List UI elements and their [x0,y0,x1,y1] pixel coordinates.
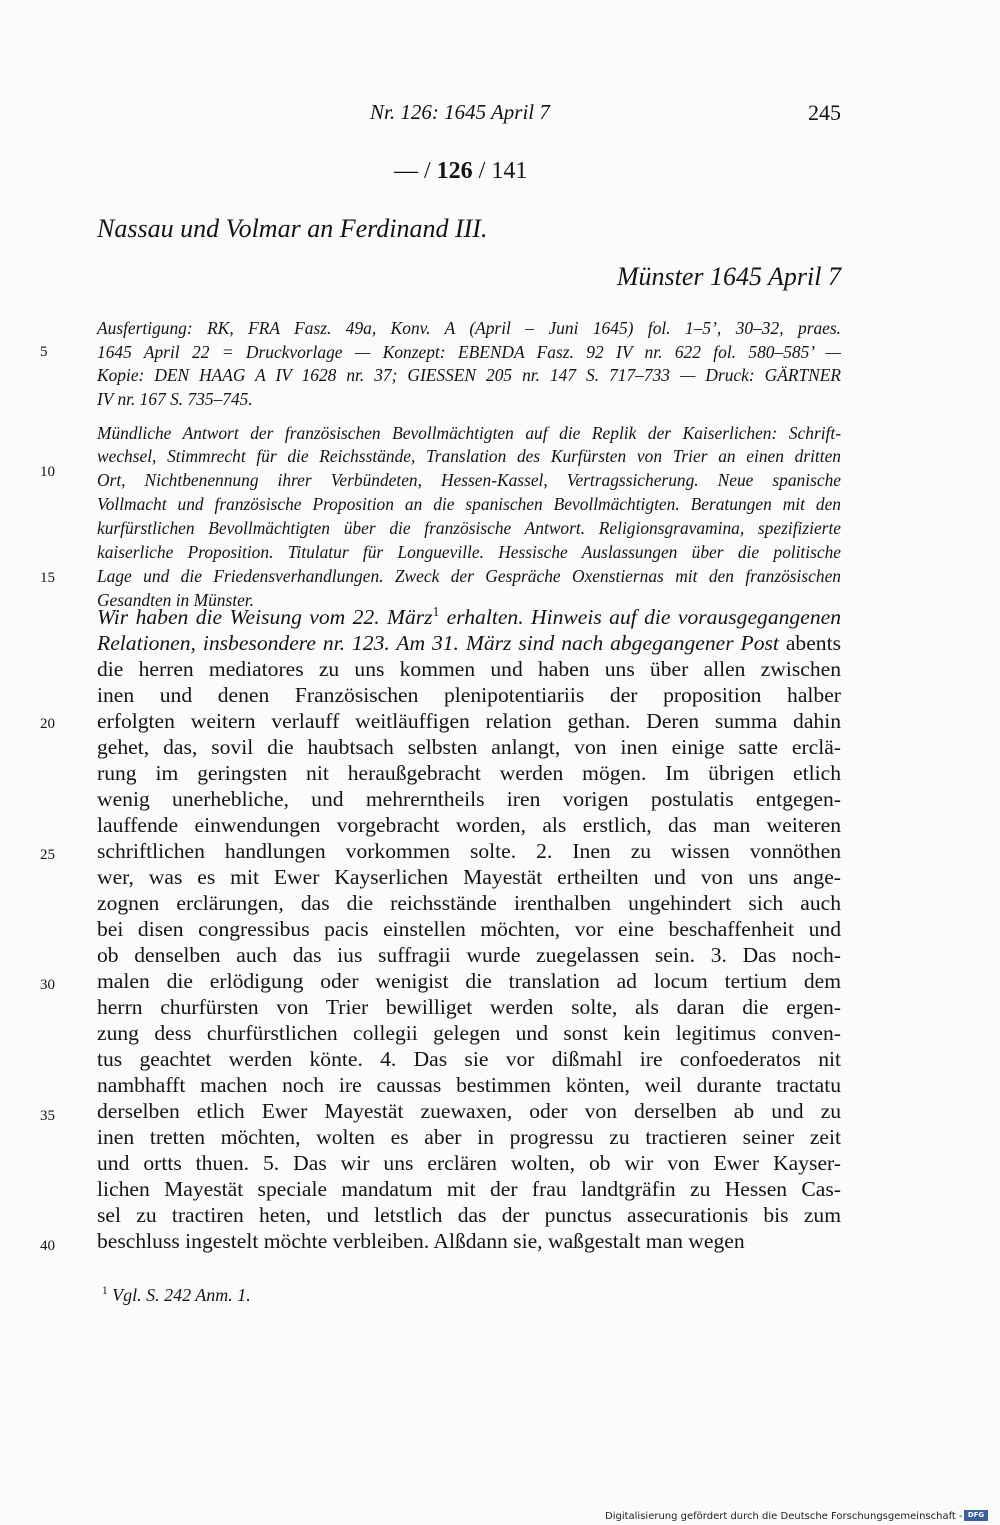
digitization-credit: Digitalisierung gefördert durch die Deutsche Forschungsgemeinschaft - [605,1511,963,1522]
body-line: rung im geringsten nit heraußgebracht werden mögen. Im übrigen etlich [97,761,841,785]
regest-line: Lage und die Friedensverhandlungen. Zweck der Gespräche Oxenstiernas mit den französischen [97,566,841,586]
source-line: Kopie: DEN HAAG A IV 1628 nr. 37; GIESSEN 205 nr. 147 S. 717–733 — Druck: GÄRTNER [97,365,841,385]
body-line: und ortts thuen. 5. Das wir uns erclären wolten, ob wir von Ewer Kayser- [97,1151,841,1175]
regest-line: Gesandten in Münster. [97,590,254,610]
line-number: 35 [40,1108,55,1124]
regest-line: wechsel, Stimmrecht für die Reichsstände, Translation des Kurfürsten von Trier an einen dritten [97,446,841,466]
line-number: 15 [40,570,55,586]
body-line: malen die erlödigung oder wenigist die translation ad locum tertium dem [97,969,841,993]
line-number: 10 [40,464,55,480]
body-italic-text: erhalten. Hinweis auf die vorausgegangenen [439,605,841,629]
line-number: 20 [40,716,55,732]
body-roman-text: abents [778,631,841,655]
regest-line: Mündliche Antwort der französischen Bevollmächtigten auf die Replik der Kaiserlichen: Schrift- [97,423,841,443]
body-line: die herren mediatores zu uns kommen und haben uns über allen zwischen [97,657,841,681]
body-italic-text: Wir haben die Weisung vom 22. März [97,605,433,629]
body-line: lauffende einwendungen vorgebracht worden, als erstlich, das man weiteren [97,813,841,837]
line-number: 5 [40,344,48,360]
body-line: schriftlichen handlungen vorkommen solte. 2. Inen zu wissen vonnöthen [97,839,841,863]
footnote-reference: 1 [432,603,440,619]
regest-line: kurfürstlichen Bevollmächtigten über die französische Antwort. Religionsgravamina, spezifizierte [97,518,841,538]
body-line: sel zu tractiren heten, und letstlich das der punctus assecurationis bis zum [97,1203,841,1227]
body-line: zung dess churfürstlichen collegii gelegen und sonst kein legitimus conven- [97,1021,841,1045]
regest-line: Vollmacht und französische Proposition an die spanischen Bevollmächtigten. Beratungen mit den [97,494,841,514]
regest-line: kaiserliche Proposition. Titulatur für Longueville. Hessische Auslassungen über die politische [97,542,841,562]
body-line: inen tretten möchten, wolten es aber in progressu zu tractieren seiner zeit [97,1125,841,1149]
body-line: derselben etlich Ewer Mayestät zuewaxen, oder von derselben ab und zu [97,1099,841,1123]
body-line: wer, was es mit Ewer Kayserlichen Mayestät ertheilten und von uns ange- [97,865,841,889]
body-line: gehet, das, sovil die haubtsach selbsten anlangt, von inen einige satte erclä- [97,735,841,759]
body-line: lichen Mayestät speciale mandatum mit der frau landtgräfin zu Hessen Cas- [97,1177,841,1201]
body-line: inen und denen Französischen plenipotentiariis der proposition halber [97,683,841,707]
footnote [102,1285,251,1306]
body-line: wenig unerhebliche, und mehrerntheils iren vorigen postulatis entgegen- [97,787,841,811]
line-number: 40 [40,1238,55,1254]
document-title: Nassau und Volmar an Ferdinand III. [97,214,488,243]
regest-line: Ort, Nichtbenennung ihrer Verbündeten, Hessen-Kassel, Vertragssicherung. Neue spanische [97,470,841,490]
document-number-prefix: — / [394,158,437,184]
running-header: Nr. 126: 1645 April 7 [370,100,550,124]
body-line: erfolgten weitern verlauff weitläuffigen relation gethan. Deren summa dahin [97,709,841,733]
body-line [97,605,841,630]
document-number-main: 126 [436,158,473,184]
source-line: 1645 April 22 = Druckvorlage — Konzept: EBENDA Fasz. 92 IV nr. 622 fol. 580–585’ — [97,342,841,362]
footnote-text: Vgl. S. 242 Anm. 1. [107,1285,251,1305]
page-number: 245 [808,100,841,125]
dfg-logo: DFG [964,1510,988,1521]
body-line: nambhafft machen noch ire caussas bestimmen könten, weil durante tractatu [97,1073,841,1097]
body-line: tus geachtet werden könte. 4. Das sie vor dißmahl ire confoederatos nit [97,1047,841,1071]
body-line: bei disen congressibus pacis einstellen möchten, vor eine beschaffenheit und [97,917,841,941]
line-number: 30 [40,977,55,993]
source-line: IV nr. 167 S. 735–745. [97,389,253,409]
body-line: herrn churfürsten von Trier bewilliget werden solte, als daran die ergen- [97,995,841,1019]
line-number: 25 [40,847,55,863]
footnote-mark: 1 [102,1285,108,1297]
place-date: Münster 1645 April 7 [616,262,841,291]
body-italic-text: Relationen, insbesondere nr. 123. Am 31. März sind nach abgegangener Post [97,631,779,655]
body-line: ob denselben auch das ius suffragii wurde zuegelassen sein. 3. Das noch- [97,943,841,967]
document-number [394,158,527,185]
body-line: beschluss ingestelt möchte verbleiben. Alßdann sie, waßgestalt man wegen [97,1229,745,1253]
body-line: zognen erclärungen, das die reichsstände irenthalben ungehindert sich auch [97,891,841,915]
document-number-suffix: / 141 [472,158,528,184]
body-line [97,631,841,656]
source-line: Ausfertigung: RK, FRA Fasz. 49a, Konv. A (April – Juni 1645) fol. 1–5’, 30–32, praes. [97,318,841,338]
